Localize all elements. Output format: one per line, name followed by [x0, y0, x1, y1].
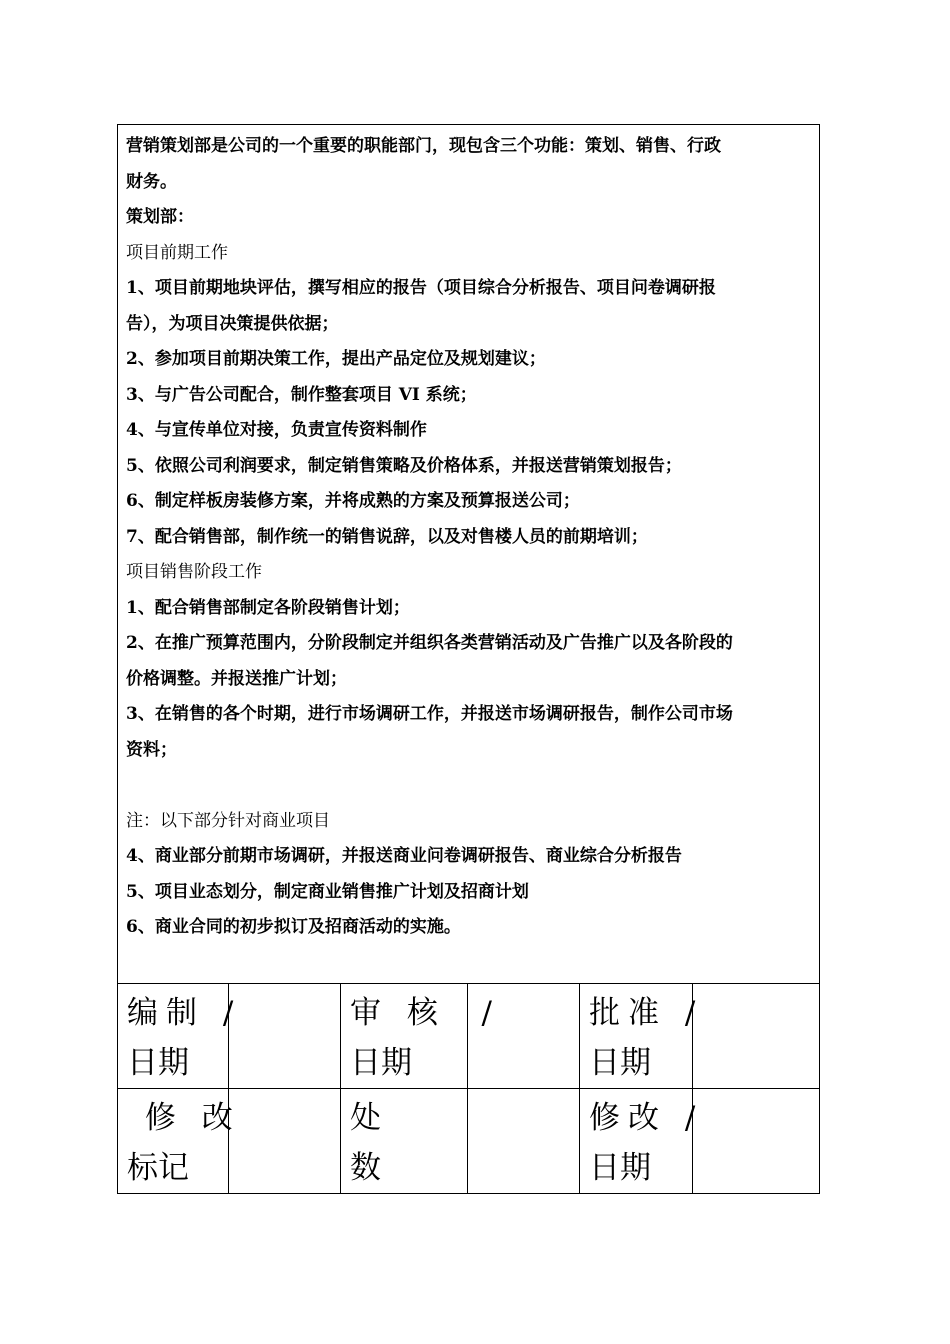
revision-date-label	[580, 1089, 704, 1194]
approve-label-line2: 日期	[589, 1045, 651, 1081]
content-line: 1、配合销售部制定各阶段销售计划；	[126, 597, 410, 618]
signature-row-1	[118, 984, 820, 1089]
compile-date-label	[118, 984, 242, 1089]
blank-line	[126, 768, 811, 804]
content-line: 4、商业部分前期市场调研，并报送商业问卷调研报告、商业综合分析报告	[126, 846, 682, 866]
review-label-line2: 日期	[350, 1045, 412, 1081]
content-line: 告），为项目决策提供依据；	[126, 313, 339, 334]
revision-date-line2: 日期	[589, 1150, 651, 1186]
revision-count-line2: 数	[350, 1150, 381, 1186]
compile-date-value[interactable]	[229, 984, 341, 1089]
content-line: 2、在推广预算范围内，分阶段制定并组织各类营销活动及广告推广以及各阶段的	[126, 633, 733, 653]
section-heading: 项目销售阶段工作	[126, 562, 262, 582]
content-line: 4、与宣传单位对接，负责宣传资料制作	[126, 420, 427, 440]
content-line: 5、依照公司利润要求，制定销售策略及价格体系，并报送营销策划报告；	[126, 455, 682, 476]
content-line: 营销策划部是公司的一个重要的职能部门，现包含三个功能：策划、销售、行政	[126, 136, 721, 156]
content-line: 资料；	[126, 739, 177, 760]
compile-label-line2: 日期	[127, 1045, 189, 1081]
content-line: 3、与广告公司配合，制作整套项目 VI 系统；	[126, 384, 477, 405]
content-line: 财务。	[126, 171, 177, 192]
revision-date-value[interactable]	[693, 1089, 820, 1194]
content-line: 5、项目业态划分，制定商业销售推广计划及招商计划	[126, 881, 529, 902]
revision-mark-value[interactable]	[229, 1089, 341, 1194]
revision-count-label	[341, 1089, 468, 1194]
note-line: 注：以下部分针对商业项目	[126, 810, 330, 831]
section-heading: 项目前期工作	[126, 242, 228, 263]
approve-date-label	[580, 984, 704, 1089]
content-lines	[126, 125, 811, 946]
signature-row-2	[118, 1089, 820, 1194]
approve-label-line1: 批准 /	[589, 995, 704, 1031]
document-table	[117, 124, 820, 1194]
content-line: 2、参加项目前期决策工作，提出产品定位及规划建议；	[126, 349, 546, 369]
content-line: 6、商业合同的初步拟订及招商活动的实施。	[126, 917, 461, 937]
revision-count-line1: 处	[350, 1100, 389, 1136]
review-label-line1: 审 核 /	[350, 995, 501, 1031]
revision-mark-line1: 修 改	[127, 1100, 241, 1136]
content-line: 价格调整。并报送推广计划；	[126, 668, 347, 689]
review-date-label	[341, 984, 501, 1089]
content-line: 7、配合销售部，制作统一的销售说辞，以及对售楼人员的前期培训；	[126, 526, 648, 547]
content-line: 3、在销售的各个时期，进行市场调研工作，并报送市场调研报告，制作公司市场	[126, 704, 733, 724]
content-cell	[118, 125, 820, 984]
content-line: 6、制定样板房装修方案，并将成熟的方案及预算报送公司；	[126, 491, 580, 511]
revision-mark-line2: 标记	[127, 1150, 189, 1186]
content-line: 策划部：	[126, 207, 194, 227]
revision-date-line1: 修改 /	[589, 1100, 704, 1136]
compile-label-line1: 编制 /	[127, 995, 242, 1031]
approve-date-value[interactable]	[693, 984, 820, 1089]
revision-count-value[interactable]	[468, 1089, 580, 1194]
revision-mark-label	[118, 1089, 241, 1194]
content-line: 1、项目前期地块评估，撰写相应的报告（项目综合分析报告、项目问卷调研报	[126, 278, 716, 298]
